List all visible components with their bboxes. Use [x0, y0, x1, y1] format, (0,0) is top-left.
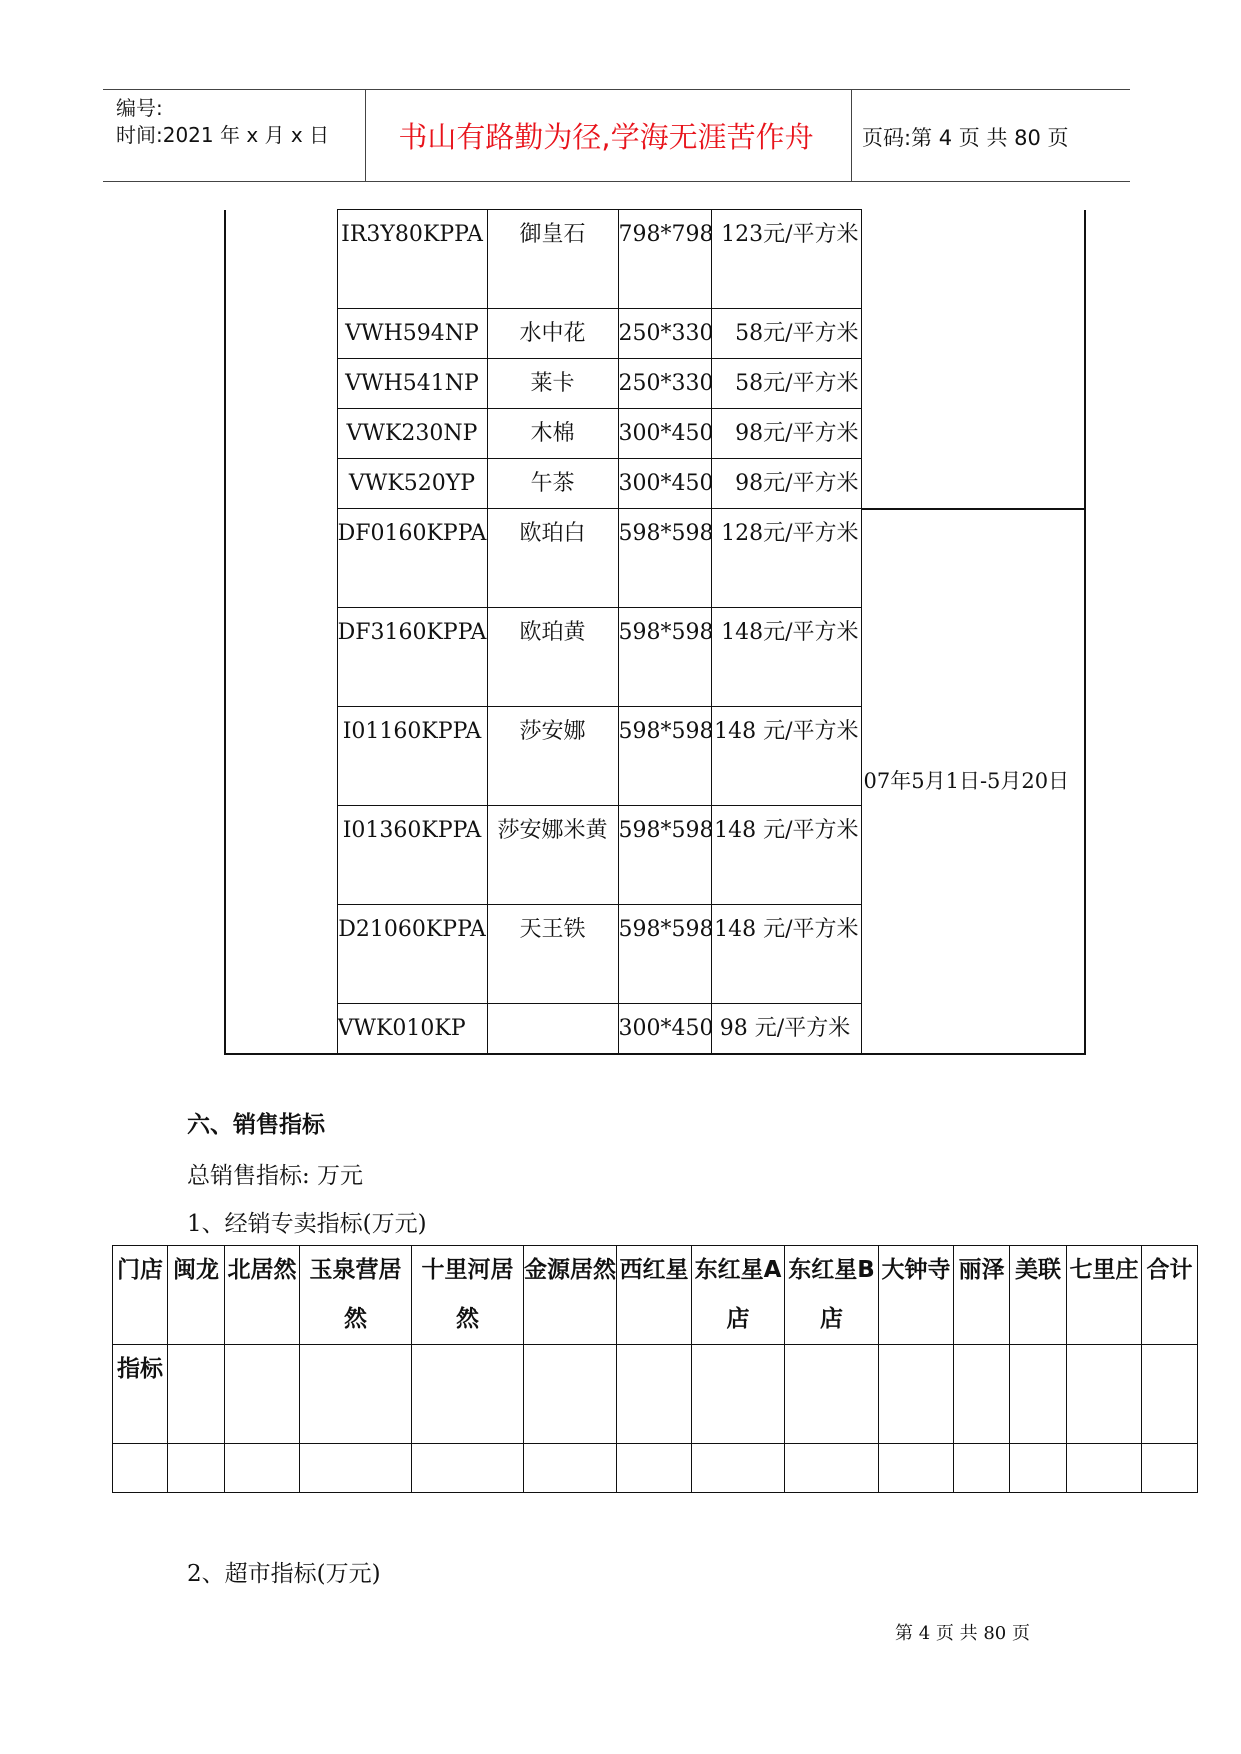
- product-name: 木棉: [487, 409, 618, 459]
- target-value-cell: [617, 1345, 692, 1444]
- product-size: 598*598: [618, 905, 711, 1004]
- target-value-cell: [225, 1345, 300, 1444]
- store-column-header: 东红星A店: [692, 1246, 785, 1345]
- sales-target-row: [113, 1345, 1198, 1444]
- target-value-cell: [168, 1345, 225, 1444]
- store-header: 门店: [113, 1246, 168, 1345]
- target-value-cell: [300, 1345, 412, 1444]
- product-size: 300*450: [618, 459, 711, 509]
- product-code: DF0160KPPA: [337, 509, 487, 608]
- period-cell-blank: [861, 210, 1085, 509]
- product-code: VWH541NP: [337, 359, 487, 409]
- store-column-header: 合计: [1142, 1246, 1198, 1345]
- product-code: IR3Y80KPPA: [337, 210, 487, 309]
- target-value-cell: [1067, 1345, 1142, 1444]
- target-value-cell: [524, 1345, 617, 1444]
- sales-target-table: [112, 1245, 1198, 1493]
- left-spacer-cell: [225, 210, 337, 1055]
- empty-cell: [1067, 1444, 1142, 1493]
- store-column-header: 十里河居然: [412, 1246, 524, 1345]
- empty-cell: [524, 1444, 617, 1493]
- product-name: 欧珀黄: [487, 608, 618, 707]
- empty-cell: [879, 1444, 954, 1493]
- total-sales-target: 总销售指标: 万元: [187, 1163, 364, 1189]
- header-bottom-rule: [103, 181, 1130, 182]
- empty-cell: [1142, 1444, 1198, 1493]
- header-divider-right: [851, 89, 852, 181]
- product-price: 58元/平方米: [711, 309, 861, 359]
- subsection-1-title: 1、经销专卖指标(万元): [187, 1211, 427, 1237]
- serial-label: 编号:: [116, 96, 163, 120]
- product-code: VWK230NP: [337, 409, 487, 459]
- empty-cell: [1010, 1444, 1067, 1493]
- product-size: 798*798: [618, 210, 711, 309]
- product-code: VWH594NP: [337, 309, 487, 359]
- target-value-cell: [785, 1345, 879, 1444]
- product-code: I01360KPPA: [337, 806, 487, 905]
- store-column-header: 闽龙: [168, 1246, 225, 1345]
- target-value-cell: [412, 1345, 524, 1444]
- product-code: VWK010KP: [337, 1004, 487, 1055]
- header-page-label: 页码:第 4 页 共 80 页: [862, 126, 1069, 150]
- product-name: 天王铁: [487, 905, 618, 1004]
- product-name: [487, 1004, 618, 1055]
- product-size: 300*450: [618, 409, 711, 459]
- store-column-header: 金源居然: [524, 1246, 617, 1345]
- product-code: VWK520YP: [337, 459, 487, 509]
- product-name: 御皇石: [487, 210, 618, 309]
- product-code: I01160KPPA: [337, 707, 487, 806]
- store-column-header: 丽泽: [954, 1246, 1010, 1345]
- header-motto: 书山有路勤为径,学海无涯苦作舟: [398, 120, 814, 154]
- product-price: 148元/平方米: [711, 608, 861, 707]
- product-price: 123元/平方米: [711, 210, 861, 309]
- product-code: D21060KPPA: [337, 905, 487, 1004]
- product-size: 598*598: [618, 707, 711, 806]
- product-size: 250*330: [618, 359, 711, 409]
- product-price: 98 元/平方米: [711, 1004, 861, 1055]
- product-size: 598*598: [618, 509, 711, 608]
- product-row: [225, 210, 1085, 309]
- sales-header-row: [113, 1246, 1198, 1345]
- promotion-period: 07年5月1日-5月20日: [861, 509, 1085, 1055]
- product-name: 水中花: [487, 309, 618, 359]
- section-title: 六、销售指标: [187, 1112, 325, 1138]
- product-name: 莱卡: [487, 359, 618, 409]
- target-value-cell: [879, 1345, 954, 1444]
- product-code: DF3160KPPA: [337, 608, 487, 707]
- product-price: 148 元/平方米: [711, 707, 861, 806]
- product-price: 58元/平方米: [711, 359, 861, 409]
- product-price: 98元/平方米: [711, 459, 861, 509]
- store-column-header: 西红星: [617, 1246, 692, 1345]
- empty-cell: [113, 1444, 168, 1493]
- product-size: 300*450: [618, 1004, 711, 1055]
- target-value-cell: [1142, 1345, 1198, 1444]
- product-row: [225, 509, 1085, 608]
- empty-cell: [300, 1444, 412, 1493]
- empty-cell: [785, 1444, 879, 1493]
- target-value-cell: [954, 1345, 1010, 1444]
- empty-cell: [617, 1444, 692, 1493]
- sales-empty-row: [113, 1444, 1198, 1493]
- target-value-cell: [692, 1345, 785, 1444]
- store-column-header: 大钟寺: [879, 1246, 954, 1345]
- store-column-header: 东红星B店: [785, 1246, 879, 1345]
- store-column-header: 北居然: [225, 1246, 300, 1345]
- product-table: [224, 209, 1086, 1055]
- product-table-body: [225, 210, 1085, 1055]
- store-column-header: 玉泉营居然: [300, 1246, 412, 1345]
- empty-cell: [225, 1444, 300, 1493]
- empty-cell: [692, 1444, 785, 1493]
- header-top-rule: [103, 89, 1130, 90]
- empty-cell: [412, 1444, 524, 1493]
- product-name: 欧珀白: [487, 509, 618, 608]
- subsection-2-title: 2、超市指标(万元): [187, 1561, 381, 1587]
- product-size: 250*330: [618, 309, 711, 359]
- product-price: 148 元/平方米: [711, 905, 861, 1004]
- time-label: 时间:2021 年 x 月 x 日: [116, 123, 330, 147]
- product-name: 莎安娜米黄: [487, 806, 618, 905]
- product-size: 598*598: [618, 806, 711, 905]
- store-column-header: 七里庄: [1067, 1246, 1142, 1345]
- product-price: 148 元/平方米: [711, 806, 861, 905]
- product-size: 598*598: [618, 608, 711, 707]
- target-row-label: 指标: [113, 1345, 168, 1444]
- store-column-header: 美联: [1010, 1246, 1067, 1345]
- product-name: 莎安娜: [487, 707, 618, 806]
- empty-cell: [954, 1444, 1010, 1493]
- product-price: 128元/平方米: [711, 509, 861, 608]
- page-footer: 第 4 页 共 80 页: [895, 1623, 1030, 1644]
- product-name: 午茶: [487, 459, 618, 509]
- target-value-cell: [1010, 1345, 1067, 1444]
- product-price: 98元/平方米: [711, 409, 861, 459]
- empty-cell: [168, 1444, 225, 1493]
